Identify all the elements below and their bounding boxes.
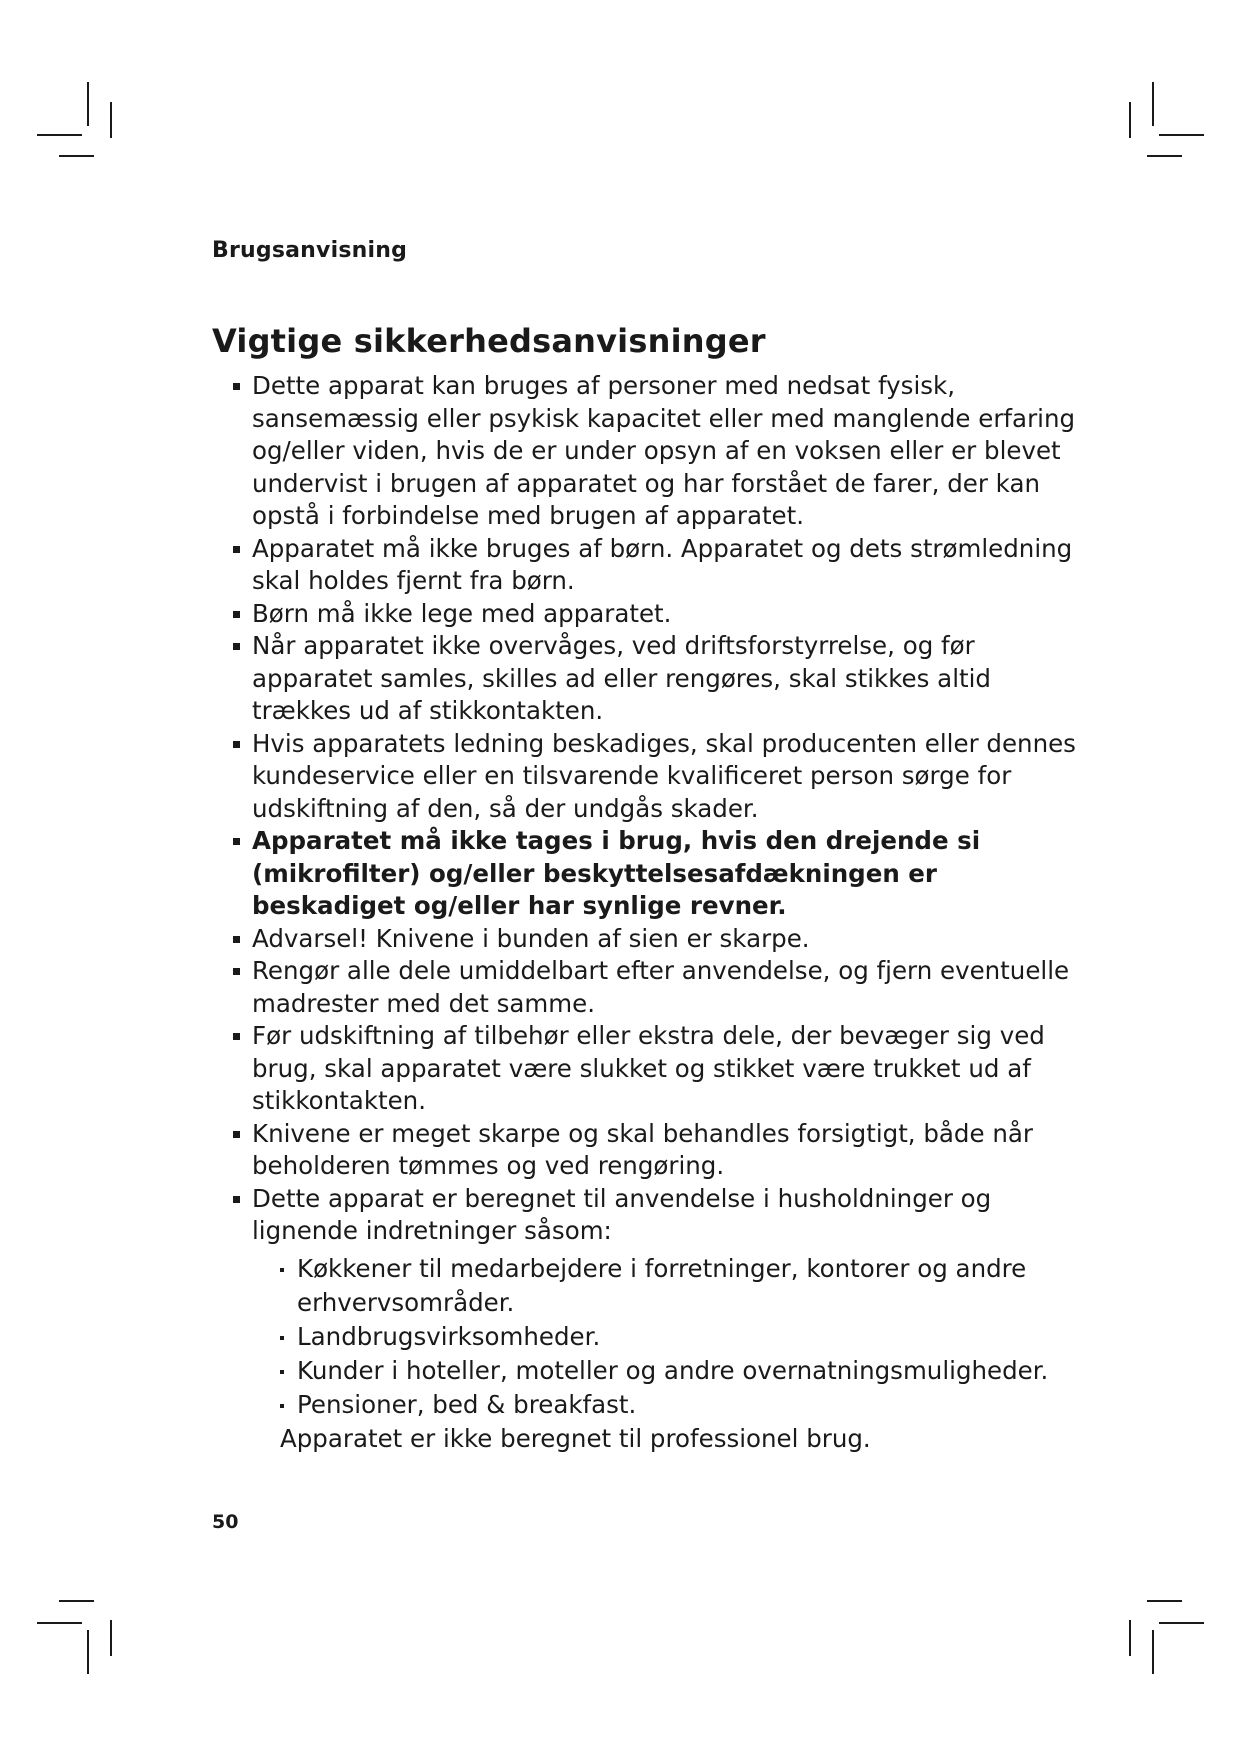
running-header: Brugsanvisning	[212, 238, 408, 263]
crop-mark-top-right-v2	[1129, 102, 1131, 138]
dot-bullet-icon	[280, 1268, 284, 1272]
crop-mark-top-left-v	[87, 82, 89, 126]
list-item-text: Knivene er meget skarpe og skal behandles forsigtigt, både når beholderen tømmes og ved rengøring.	[252, 1118, 1033, 1180]
list-item-text: Apparatet må ikke tages i brug, hvis den drejende si (mikrofilter) og/eller beskyttelsesafdækningen er beskadiget og/eller har synlige revner.	[252, 826, 981, 920]
sublist-item	[280, 1354, 1078, 1388]
sublist-item	[280, 1252, 1078, 1320]
crop-mark-bottom-left-v2	[110, 1620, 112, 1656]
list-item-text: Apparatet må ikke bruges af børn. Apparatet og dets strømledning skal holdes fjernt fra børn.	[252, 533, 1073, 595]
list-item	[238, 1118, 1078, 1183]
sublist-item-text: Køkkener til medarbejdere i forretninger, kontorer og andre erhvervsområder.	[297, 1253, 1027, 1317]
dot-bullet-icon	[280, 1336, 284, 1340]
square-bullet-icon	[233, 1196, 240, 1203]
page-number: 50	[212, 1511, 239, 1533]
crop-mark-top-left-h	[37, 134, 82, 136]
list-item	[238, 630, 1078, 728]
list-item-text: Advarsel! Knivene i bunden af sien er skarpe.	[252, 923, 810, 953]
crop-mark-bottom-right-v	[1152, 1630, 1154, 1674]
list-item-text: Børn må ikke lege med apparatet.	[252, 598, 672, 628]
list-item	[238, 1020, 1078, 1118]
crop-mark-top-right-v	[1152, 82, 1154, 126]
square-bullet-icon	[233, 546, 240, 553]
list-item-text: Rengør alle dele umiddelbart efter anvendelse, og fjern eventuelle madrester med det samme.	[252, 956, 1070, 1018]
list-item	[238, 923, 1078, 956]
crop-mark-bottom-left-v	[87, 1630, 89, 1674]
square-bullet-icon	[233, 968, 240, 975]
square-bullet-icon	[233, 383, 240, 390]
square-bullet-icon	[233, 936, 240, 943]
list-item-text: Hvis apparatets ledning beskadiges, skal producenten eller dennes kundeservice eller en tilsvarende kvalificeret person sørge for udskiftning af den, så der undgås skader.	[252, 728, 1076, 823]
square-bullet-icon	[233, 741, 240, 748]
list-item	[238, 728, 1078, 826]
list-item-text: Dette apparat er beregnet til anvendelse i husholdninger og lignende indretninger såsom:	[252, 1183, 992, 1245]
crop-mark-bottom-right-h	[1159, 1622, 1204, 1624]
crop-mark-bottom-left-h	[37, 1622, 82, 1624]
sublist-item-text: Landbrugsvirksomheder.	[297, 1321, 601, 1351]
sublist-item-text: Kunder i hoteller, moteller og andre overnatningsmuligheder.	[297, 1355, 1049, 1385]
sublist-item-text: Pensioner, bed & breakfast.	[297, 1389, 637, 1419]
square-bullet-icon	[233, 611, 240, 618]
list-item-text: Når apparatet ikke overvåges, ved driftsforstyrrelse, og før apparatet samles, skilles ad eller rengøres, skal stikkes altid trækkes ud af stikkontakten.	[252, 631, 991, 725]
page-title: Vigtige sikkerhedsanvisninger	[212, 322, 766, 360]
sublist-item	[280, 1388, 1078, 1422]
list-item-warning	[238, 825, 1078, 923]
crop-mark-top-right-h2	[1147, 155, 1182, 157]
square-bullet-icon	[233, 1033, 240, 1040]
crop-mark-top-right-h	[1159, 134, 1204, 136]
crop-mark-top-left-v2	[110, 102, 112, 138]
square-bullet-icon	[233, 1131, 240, 1138]
sublist-item	[280, 1320, 1078, 1354]
dot-bullet-icon	[280, 1370, 284, 1374]
crop-mark-bottom-left-h2	[59, 1600, 94, 1602]
crop-mark-top-left-h2	[59, 155, 94, 157]
list-item	[238, 1183, 1078, 1456]
crop-mark-bottom-right-h2	[1147, 1600, 1182, 1602]
list-item-text: Før udskiftning af tilbehør eller ekstra dele, der bevæger sig ved brug, skal apparatet være slukket og stikket være trukket ud af stikkontakten.	[252, 1021, 1045, 1115]
dot-bullet-icon	[280, 1404, 284, 1408]
closing-note: Apparatet er ikke beregnet til professionel brug.	[280, 1423, 871, 1453]
list-item	[238, 370, 1078, 533]
list-item-text: Dette apparat kan bruges af personer med nedsat fysisk, sansemæssig eller psykisk kapacitet eller med manglende erfaring og/eller viden, hvis de er under opsyn af en voksen eller er blevet undervist i brugen af apparatet og har forstået de farer, der kan opstå i forbindelse med brugen af apparatet.	[252, 371, 1076, 530]
crop-mark-bottom-right-v2	[1129, 1620, 1131, 1656]
square-bullet-icon	[233, 643, 240, 650]
list-item	[238, 533, 1078, 598]
list-item	[238, 955, 1078, 1020]
square-bullet-icon	[233, 838, 240, 845]
list-item	[238, 598, 1078, 631]
safety-list	[238, 370, 1078, 1456]
usage-sublist	[238, 1252, 1078, 1422]
